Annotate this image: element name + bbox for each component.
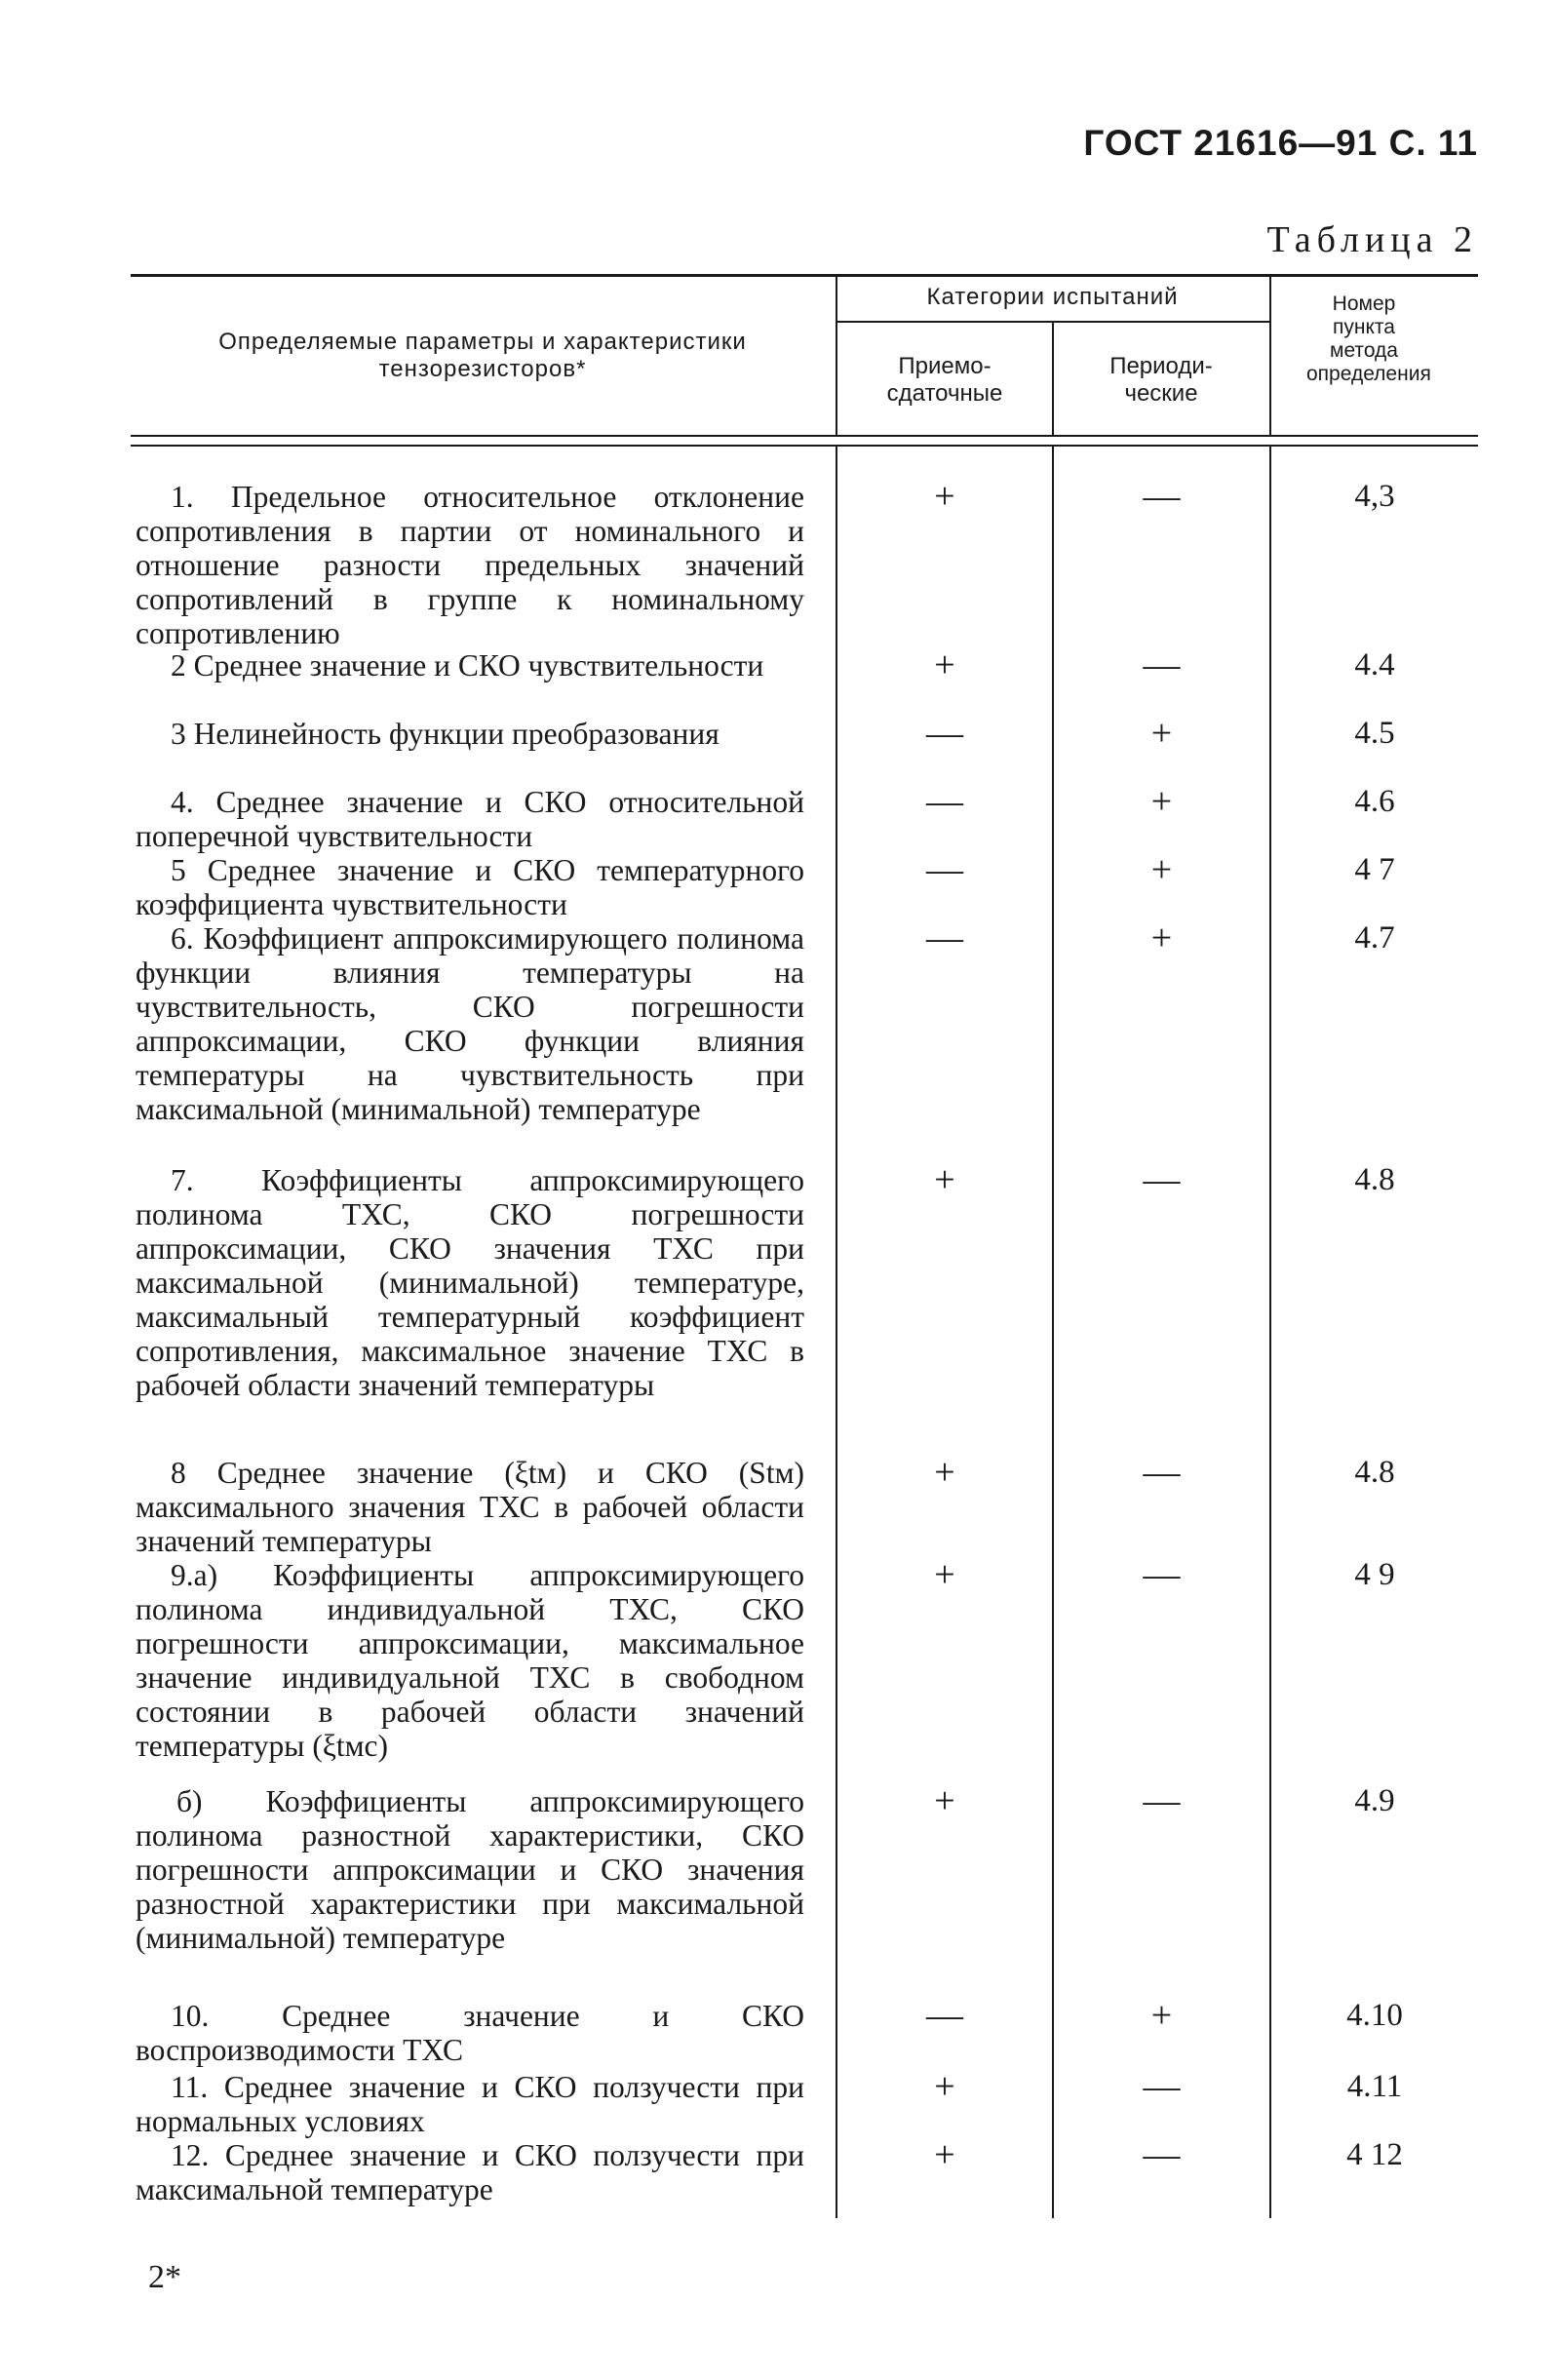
cell-method: 4.9 (1354, 1783, 1395, 1818)
cell-periodic: + (1150, 849, 1173, 890)
cell-method: 4 12 (1346, 2137, 1403, 2172)
table-caption: Таблица 2 (1266, 219, 1478, 260)
cell-periodic: — (1143, 2066, 1181, 2107)
cell-method: 4.11 (1346, 2069, 1403, 2104)
header-double-rule (131, 445, 1478, 447)
cell-periodic: — (1143, 644, 1181, 685)
column-header-method: Номер пункта метода определения (1306, 293, 1431, 386)
cell-acceptance: — (926, 917, 963, 958)
cell-periodic: + (1150, 917, 1173, 958)
cell-acceptance: + (934, 1159, 955, 1200)
table-row-text: 10. Среднее значение и СКО воспроизводимости ТХС (136, 1999, 804, 2067)
cell-acceptance: + (934, 476, 955, 517)
column-header-params: Определяемые параметры и характеристики тензорезисторов* (218, 329, 747, 382)
column-header-categories: Категории испытаний (926, 284, 1179, 310)
column-divider-params-body (836, 447, 837, 2218)
table-row-text: 3 Нелинейность функции преобразования (171, 717, 720, 751)
cell-acceptance: + (934, 1554, 955, 1595)
cell-acceptance: + (934, 1452, 955, 1493)
table-row-text: 5 Среднее значение и СКО температурного коэффициента чувствительности (136, 853, 804, 921)
cell-method: 4.5 (1354, 716, 1395, 751)
cell-acceptance: — (926, 849, 963, 890)
cell-method: 4.8 (1354, 1162, 1395, 1197)
cell-method: 4.8 (1354, 1455, 1395, 1490)
cell-periodic: — (1143, 1554, 1181, 1595)
cell-acceptance: — (926, 781, 963, 822)
table-row-text: б) Коэффициенты аппроксимирующего полинома разностной характеристики, СКО погрешности аппроксимации и СКО значения разностной характеристики при максимальной (минимальной) температуре (136, 1784, 804, 1955)
page-header: ГОСТ 21616—91 С. 11 (1083, 123, 1478, 163)
column-header-acceptance: Приемо-сдаточные (886, 353, 1003, 407)
cell-periodic: + (1150, 781, 1173, 822)
table-row-text: 6. Коэффициент аппроксимирующего полинома функции влияния температуры на чувствительность, СКО погрешности аппроксимации, СКО функции влияния температуры на чувствительность при максимальной (минимальной) температуре (136, 921, 804, 1126)
cell-method: 4.4 (1354, 647, 1395, 683)
cell-method: 4 7 (1354, 852, 1395, 887)
table-row-text: 11. Среднее значение и СКО ползучести при нормальных условиях (136, 2070, 804, 2138)
table-row-text: 9.а) Коэффициенты аппроксимирующего полинома индивидуальной ТХС, СКО погрешности аппроксимации, максимальное значение индивидуальной ТХС в свободном состоянии в рабочей области значений температуры (ξtмс) (136, 1558, 804, 1763)
column-divider-periodic (1269, 277, 1271, 435)
cell-periodic: — (1143, 1452, 1181, 1493)
table-row-text: 4. Среднее значение и СКО относительной поперечной чувствительности (136, 785, 804, 853)
cell-acceptance: — (926, 713, 963, 754)
cell-method: 4.10 (1346, 1998, 1403, 2033)
cell-method: 4.7 (1354, 920, 1395, 956)
cell-method: 4 9 (1354, 1557, 1395, 1592)
cell-acceptance: + (934, 2134, 955, 2175)
cell-periodic: — (1143, 476, 1181, 517)
column-header-periodic: Периоди-ческие (1109, 353, 1213, 407)
cell-periodic: — (1143, 1159, 1181, 1200)
table-row-text: 12. Среднее значение и СКО ползучести при максимальной температуре (136, 2138, 804, 2206)
cell-method: 4.6 (1354, 784, 1395, 819)
column-divider-accept (1052, 323, 1054, 435)
column-divider-periodic-body (1269, 447, 1271, 2218)
cell-acceptance: — (926, 1995, 963, 2036)
cell-acceptance: + (934, 644, 955, 685)
table-row-text: 8 Среднее значение (ξtм) и СКО (Stм) максимального значения ТХС в рабочей области значений температуры (136, 1456, 804, 1558)
cell-periodic: + (1150, 713, 1173, 754)
page-signature: 2* (148, 2259, 181, 2295)
cell-periodic: — (1143, 1780, 1181, 1821)
table-top-rule (131, 274, 1478, 277)
table-row-text: 2 Среднее значение и СКО чувствительности (171, 648, 764, 683)
cell-acceptance: + (934, 2066, 955, 2107)
cell-method: 4,3 (1354, 479, 1395, 514)
cell-periodic: — (1143, 2134, 1181, 2175)
header-bottom-rule (131, 435, 1478, 437)
cell-acceptance: + (934, 1780, 955, 1821)
cell-periodic: + (1150, 1995, 1173, 2036)
column-divider-accept-body (1052, 447, 1054, 2218)
table-row-text: 1. Предельное относительное отклонение сопротивления в партии от номинального и отношение разности предельных значений сопротивлений в группе к номинальному сопротивлению (136, 480, 804, 650)
table-row-text: 7. Коэффициенты аппроксимирующего полинома ТХС, СКО погрешности аппроксимации, СКО значения ТХС при максимальной (минимальной) температуре, максимальный температурный коэффициент сопротивления, максимальное значение ТХС в рабочей области значений температуры (136, 1163, 804, 1402)
